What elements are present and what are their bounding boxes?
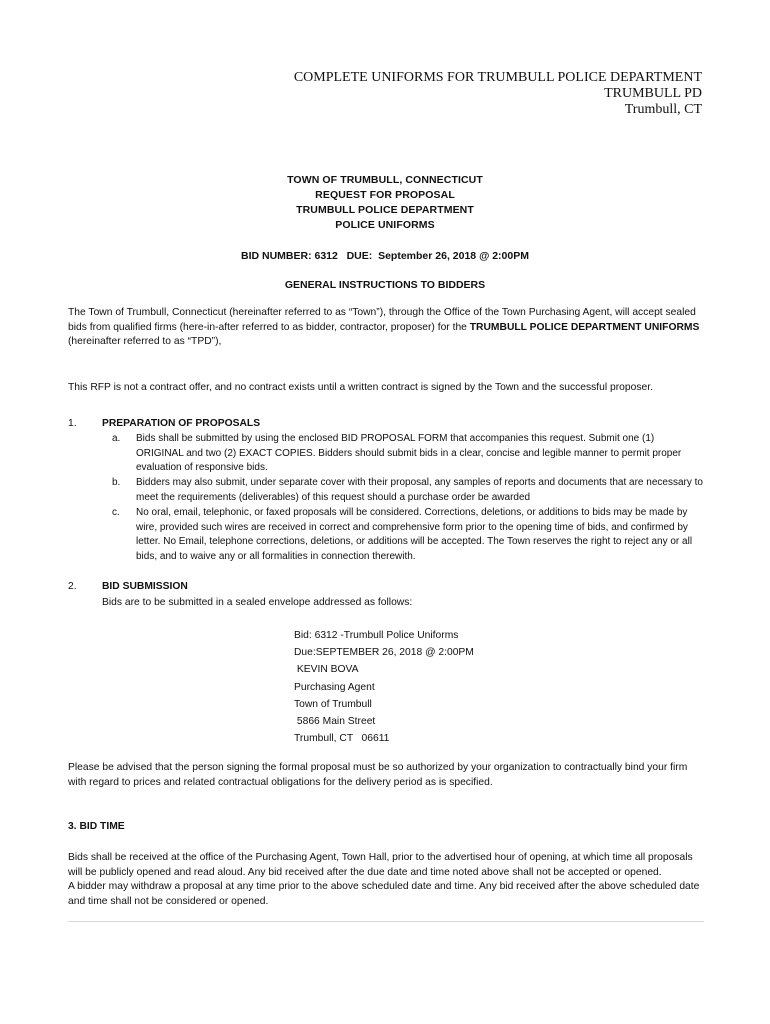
header-line-1: COMPLETE UNIFORMS FOR TRUMBULL POLICE DEPARTMENT <box>293 70 702 85</box>
section-2-text: Bids are to be submitted in a sealed envelope addressed as follows: <box>102 597 413 608</box>
address-line: KEVIN BOVA <box>294 664 359 676</box>
authorization-notice: Please be advised that the person signing the formal proposal must be so authorized by your organization to contractually bind your firm with regard to prices and related contractual obligations for the delivery period as is specified. <box>68 762 688 788</box>
page-divider <box>68 921 704 922</box>
section-2-title: BID SUBMISSION <box>102 581 188 592</box>
section-1-item-b <box>112 476 704 506</box>
title-line-2: REQUEST FOR PROPOSAL <box>315 189 455 201</box>
section-1-item-a <box>112 432 704 476</box>
item-c-text: No oral, email, telephonic, or faxed proposals will be considered. Corrections, deletions, or additions to bids may be made by wire, provided such wires are received in correct and comprehensive form prior to the opening time of bids, and confirmed by letter. No Email, telephone corrections, deletions, or additions will be accepted. The Town reserves the right to reject any or all bids, and to waive any or all formalities in connection therewith. <box>136 507 693 562</box>
section-3-paragraph-2: A bidder may withdraw a proposal at any time prior to the above scheduled date and time. Any bid received after the above scheduled date and time shall not be considered or opened. <box>68 881 700 907</box>
section-1-number: 1. <box>68 418 77 429</box>
title-line-3: TRUMBULL POLICE DEPARTMENT <box>296 204 474 216</box>
address-line: Trumbull, CT 06611 <box>294 733 390 745</box>
header-line-2: TRUMBULL PD <box>604 86 702 101</box>
intro-text-after: (hereinafter referred to as “TPD”), <box>68 336 222 347</box>
section-1-title: PREPARATION OF PROPOSALS <box>102 418 261 429</box>
title-line-1: TOWN OF TRUMBULL, CONNECTICUT <box>287 174 483 186</box>
address-line: Purchasing Agent <box>294 681 375 693</box>
intro-text-before: The Town of Trumbull, Connecticut (hereinafter referred to as “Town”), through the Office of the Town Purchasing Agent, will accept sealed bids from qualified firms (here-in-after referred to as bidder, contractor, proposer) for the <box>68 307 696 333</box>
section-3-paragraph-1: Bids shall be received at the office of the Purchasing Agent, Town Hall, prior to the advertised hour of opening, at which time all proposals will be publicly opened and read aloud. Any bid received after the due date and time noted above shall not be accepted or opened. <box>68 852 693 878</box>
item-b-text: Bidders may also submit, under separate cover with their proposal, any samples of reports and documents that are necessary to meet the requirements (deliverables) of this request should a purchase order be awarded <box>136 477 703 503</box>
bid-number-line: BID NUMBER: 6312 DUE: September 26, 2018 @ 2:00PM <box>240 250 529 262</box>
address-line: 5866 Main Street <box>294 716 376 728</box>
section-2-number: 2. <box>68 581 77 592</box>
title-block <box>0 173 770 233</box>
item-b-letter: b. <box>112 477 121 488</box>
address-line: Town of Trumbull <box>294 698 372 710</box>
item-c-letter: c. <box>112 507 120 518</box>
header-line-3: Trumbull, CT <box>624 102 702 117</box>
item-a-text: Bids shall be submitted by using the enclosed BID PROPOSAL FORM that accompanies this request. Submit one (1) ORIGINAL and two (2) EXACT COPIES. Bidders should submit bids in a clear, concise and legible manner to permit proper evaluation of responsive bids. <box>136 433 682 474</box>
title-line-4: POLICE UNIFORMS <box>335 219 435 231</box>
mailing-address <box>294 627 474 747</box>
address-line: Due:SEPTEMBER 26, 2018 @ 2:00PM <box>294 647 474 659</box>
item-a-letter: a. <box>112 433 121 444</box>
intro-bold-text: TRUMBULL POLICE DEPARTMENT UNIFORMS <box>469 321 700 333</box>
section-1-item-c <box>112 506 704 566</box>
document-header <box>294 70 702 118</box>
general-instructions-heading: GENERAL INSTRUCTIONS TO BIDDERS <box>284 279 486 291</box>
intro-paragraph <box>68 306 704 350</box>
section-3-title: 3. BID TIME <box>68 821 125 832</box>
rfp-note: This RFP is not a contract offer, and no contract exists until a written contract is signed by the Town and the successful proposer. <box>68 382 653 393</box>
address-line: Bid: 6312 -Trumbull Police Uniforms <box>294 630 459 641</box>
